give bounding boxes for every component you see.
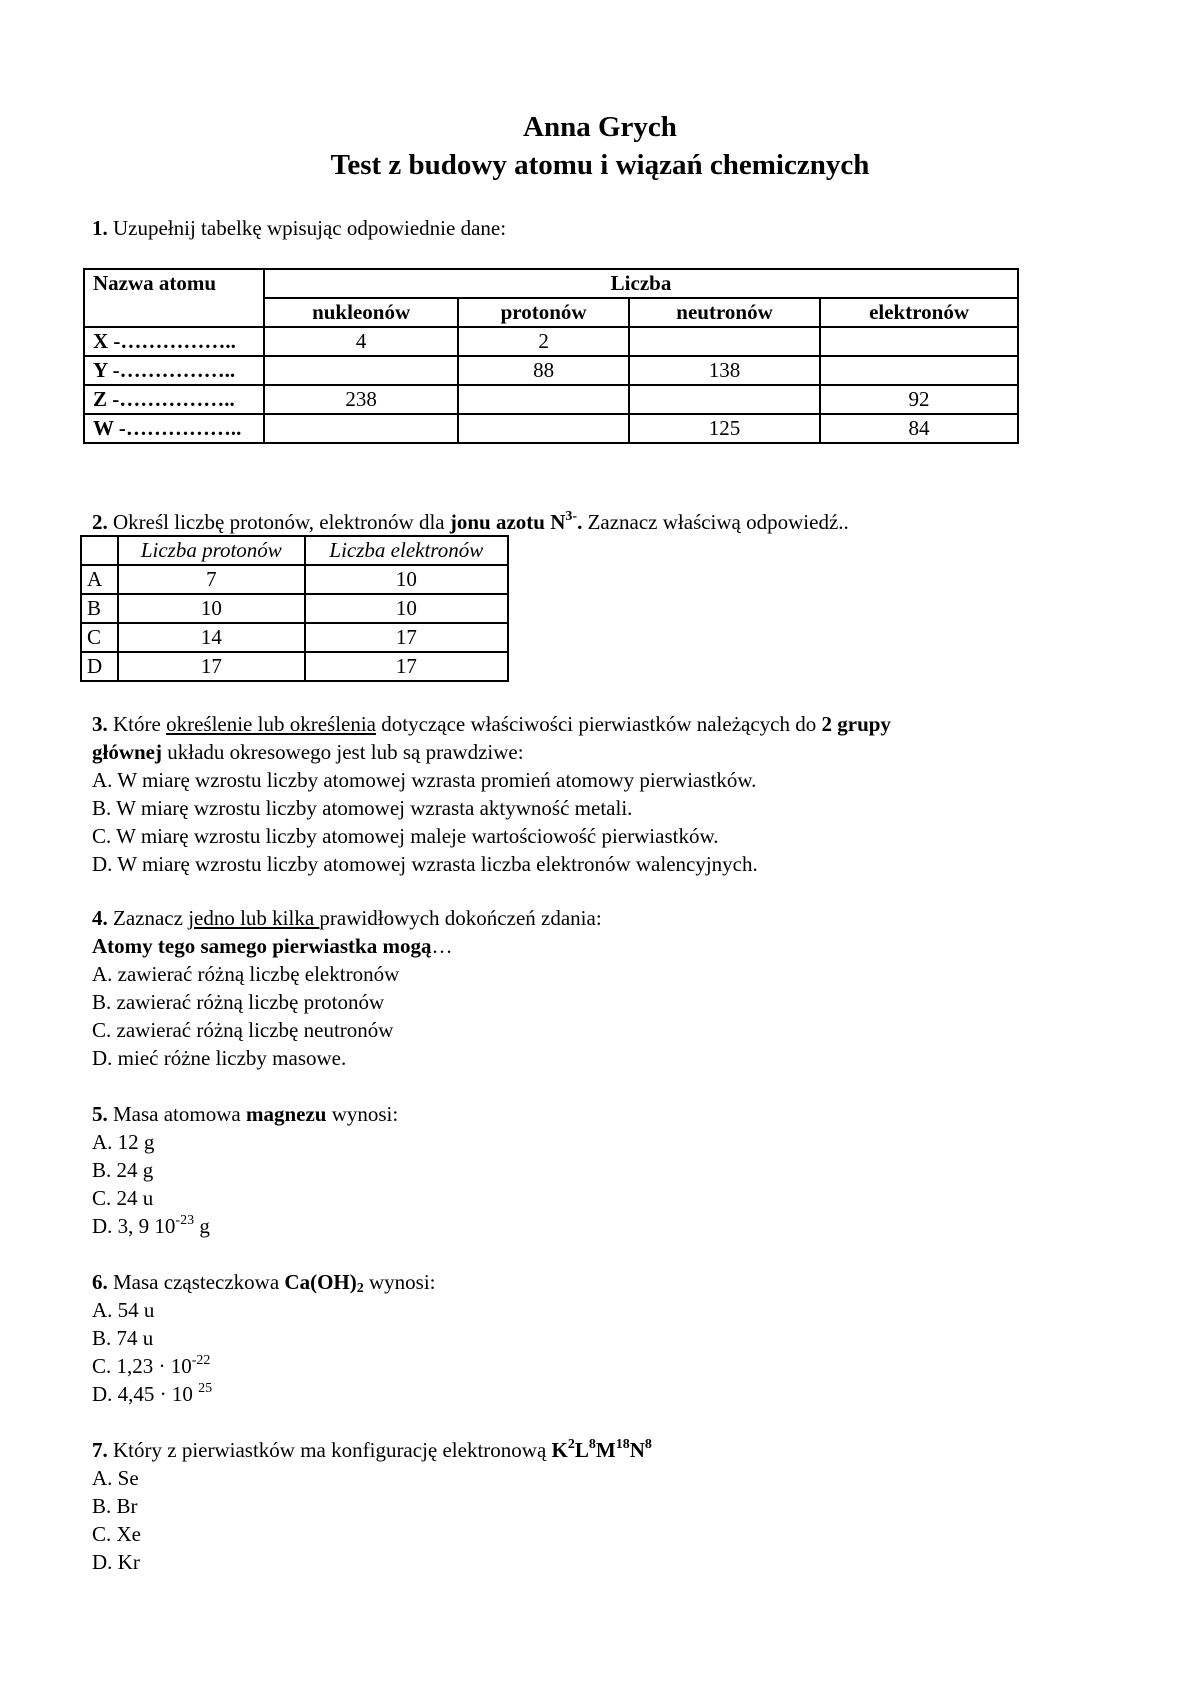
table-header-number: Liczba (264, 269, 1018, 298)
question-text: dotyczące właściwości pierwiastków należących do (376, 712, 822, 736)
table-row (84, 414, 1018, 443)
atom-name-cell: Z -…………….. (84, 385, 264, 414)
question-text: Masa atomowa (107, 1102, 246, 1126)
bold-text: magnezu (245, 1102, 327, 1126)
table-subheader-nucleons: nukleonów (264, 298, 458, 327)
table-cell: 125 (629, 414, 820, 443)
protons-cell: 7 (118, 565, 305, 594)
underlined-text: jedno lub kilka (188, 906, 320, 930)
shell-l-count: 8 (588, 1437, 596, 1452)
option-d[interactable] (92, 1380, 436, 1408)
table-subheader-electrons: elektronów (820, 298, 1018, 327)
formula: Ca(OH) (284, 1270, 357, 1294)
bold-text: głównej (92, 740, 162, 764)
table-subheader-neutrons: neutronów (629, 298, 820, 327)
ion-charge: 3- (565, 509, 578, 524)
table-cell (820, 327, 1018, 356)
ion-name: jonu azotu N (449, 510, 566, 534)
atom-name-cell: W -…………….. (84, 414, 264, 443)
option-a[interactable]: A. zawierać różną liczbę elektronów (92, 962, 400, 986)
table-row (84, 385, 1018, 414)
option-c[interactable]: C. W miarę wzrostu liczby atomowej maleje wartościowość pierwiastków. (92, 824, 719, 848)
question-3-prompt (92, 710, 891, 738)
author-name: Anna Grych (523, 111, 677, 143)
option-d[interactable] (92, 1212, 398, 1240)
question-2-prompt (92, 508, 849, 536)
option-c[interactable] (92, 1352, 436, 1380)
exponent: -22 (191, 1353, 211, 1368)
protons-cell: 14 (118, 623, 305, 652)
table-cell: 238 (264, 385, 458, 414)
option-d[interactable]: D. mieć różne liczby masowe. (92, 1046, 347, 1070)
electrons-cell: 10 (305, 594, 508, 623)
header-protons: Liczba protonów (118, 536, 305, 565)
table-row (84, 356, 1018, 385)
table-header-atom-name: Nazwa atomu (84, 269, 264, 327)
electrons-cell: 17 (305, 623, 508, 652)
atom-table (83, 268, 1019, 444)
shell-m-count: 18 (615, 1437, 630, 1452)
question-7 (92, 1436, 652, 1576)
option-text: D. 4,45 · 10 (92, 1382, 199, 1406)
question-6-prompt (92, 1268, 436, 1296)
table-subheader-protons: protonów (458, 298, 629, 327)
table-corner (81, 536, 118, 565)
table-cell (629, 327, 820, 356)
option-letter: C (81, 623, 118, 652)
question-text-end: Zaznacz właściwą odpowiedź.. (582, 510, 849, 534)
underlined-text: określenie lub określenia (166, 712, 377, 736)
formula-subscript: 2 (356, 1281, 364, 1296)
answer-table (80, 535, 509, 682)
atom-name-cell: Y -…………….. (84, 356, 264, 385)
question-punctuation: . (577, 510, 583, 534)
question-4-prompt (92, 904, 602, 932)
answer-row[interactable] (81, 623, 508, 652)
table-cell (264, 356, 458, 385)
table-cell: 88 (458, 356, 629, 385)
bold-text: 2 grupy (821, 712, 891, 736)
option-c[interactable]: C. Xe (92, 1522, 141, 1546)
answer-row[interactable] (81, 652, 508, 681)
protons-cell: 17 (118, 652, 305, 681)
option-text: C. 1,23 · 10 (92, 1354, 192, 1378)
question-text: Zaznacz (107, 906, 189, 930)
question-3-prompt-cont (92, 738, 891, 766)
shell-n: N (629, 1438, 645, 1462)
answer-row[interactable] (81, 594, 508, 623)
table-cell (264, 414, 458, 443)
option-letter: A (81, 565, 118, 594)
protons-cell: 10 (118, 594, 305, 623)
table-row (84, 327, 1018, 356)
question-1-prompt (92, 214, 506, 242)
table-cell (458, 385, 629, 414)
question-4-stem (92, 932, 602, 960)
option-letter: D (81, 652, 118, 681)
option-b[interactable]: B. 24 g (92, 1158, 154, 1182)
question-5-prompt (92, 1100, 398, 1128)
option-b[interactable]: B. W miarę wzrostu liczby atomowej wzrasta aktywność metali. (92, 796, 633, 820)
table-cell: 92 (820, 385, 1018, 414)
table-cell (820, 356, 1018, 385)
option-b[interactable]: B. Br (92, 1494, 138, 1518)
question-number: 1. (92, 216, 108, 240)
option-a[interactable]: A. 12 g (92, 1130, 155, 1154)
shell-k-count: 2 (567, 1437, 575, 1452)
table-cell (629, 385, 820, 414)
question-text: wynosi: (326, 1102, 399, 1126)
question-number: 3. (92, 712, 108, 736)
shell-k: K (551, 1438, 568, 1462)
document-title: Test z budowy atomu i wiązań chemicznych (330, 149, 870, 181)
question-text: Określ liczbę protonów, elektronów dla (107, 510, 450, 534)
option-c[interactable]: C. zawierać różną liczbę neutronów (92, 1018, 394, 1042)
question-text: układu okresowego jest lub są prawdziwe: (162, 740, 524, 764)
question-text: wynosi: (363, 1270, 436, 1294)
option-b[interactable]: B. 74 u (92, 1326, 154, 1350)
shell-l: L (574, 1438, 589, 1462)
table-cell: 2 (458, 327, 629, 356)
option-d[interactable]: D. W miarę wzrostu liczby atomowej wzrasta liczba elektronów walencyjnych. (92, 852, 758, 876)
question-number: 7. (92, 1438, 108, 1462)
question-text: Masa cząsteczkowa (107, 1270, 285, 1294)
option-d[interactable]: D. Kr (92, 1550, 140, 1574)
question-7-prompt (92, 1436, 652, 1464)
question-text: Który z pierwiastków ma konfigurację elektronową (107, 1438, 552, 1462)
question-5 (92, 1100, 398, 1240)
exponent: -23 (175, 1213, 195, 1228)
answer-row[interactable] (81, 565, 508, 594)
question-number: 2. (92, 510, 108, 534)
electrons-cell: 10 (305, 565, 508, 594)
option-unit: g (194, 1214, 210, 1238)
header-electrons: Liczba elektronów (305, 536, 508, 565)
option-a[interactable]: A. 54 u (92, 1298, 155, 1322)
question-4 (92, 904, 602, 1072)
question-3 (92, 710, 891, 878)
exponent: 25 (198, 1381, 213, 1396)
question-number: 4. (92, 906, 108, 930)
option-text: D. 3, 9 10 (92, 1214, 176, 1238)
question-number: 5. (92, 1102, 108, 1126)
question-6 (92, 1268, 436, 1408)
table-cell: 138 (629, 356, 820, 385)
option-a[interactable]: A. W miarę wzrostu liczby atomowej wzrasta promień atomowy pierwiastków. (92, 768, 757, 792)
table-cell: 84 (820, 414, 1018, 443)
electrons-cell: 17 (305, 652, 508, 681)
ellipsis: … (431, 934, 453, 958)
atom-name-cell: X -…………….. (84, 327, 264, 356)
question-text: prawidłowych dokończeń zdania: (319, 906, 602, 930)
header (0, 108, 1200, 184)
shell-n-count: 8 (644, 1437, 652, 1452)
question-text: Które (107, 712, 167, 736)
bold-text: Atomy tego samego pierwiastka mogą (92, 934, 432, 958)
option-a[interactable]: A. Se (92, 1466, 139, 1490)
question-number: 6. (92, 1270, 108, 1294)
shell-m: M (595, 1438, 616, 1462)
table-cell: 4 (264, 327, 458, 356)
option-b[interactable]: B. zawierać różną liczbę protonów (92, 990, 385, 1014)
table-cell (458, 414, 629, 443)
option-c[interactable]: C. 24 u (92, 1186, 154, 1210)
question-text: Uzupełnij tabelkę wpisując odpowiednie dane: (107, 216, 507, 240)
option-letter: B (81, 594, 118, 623)
